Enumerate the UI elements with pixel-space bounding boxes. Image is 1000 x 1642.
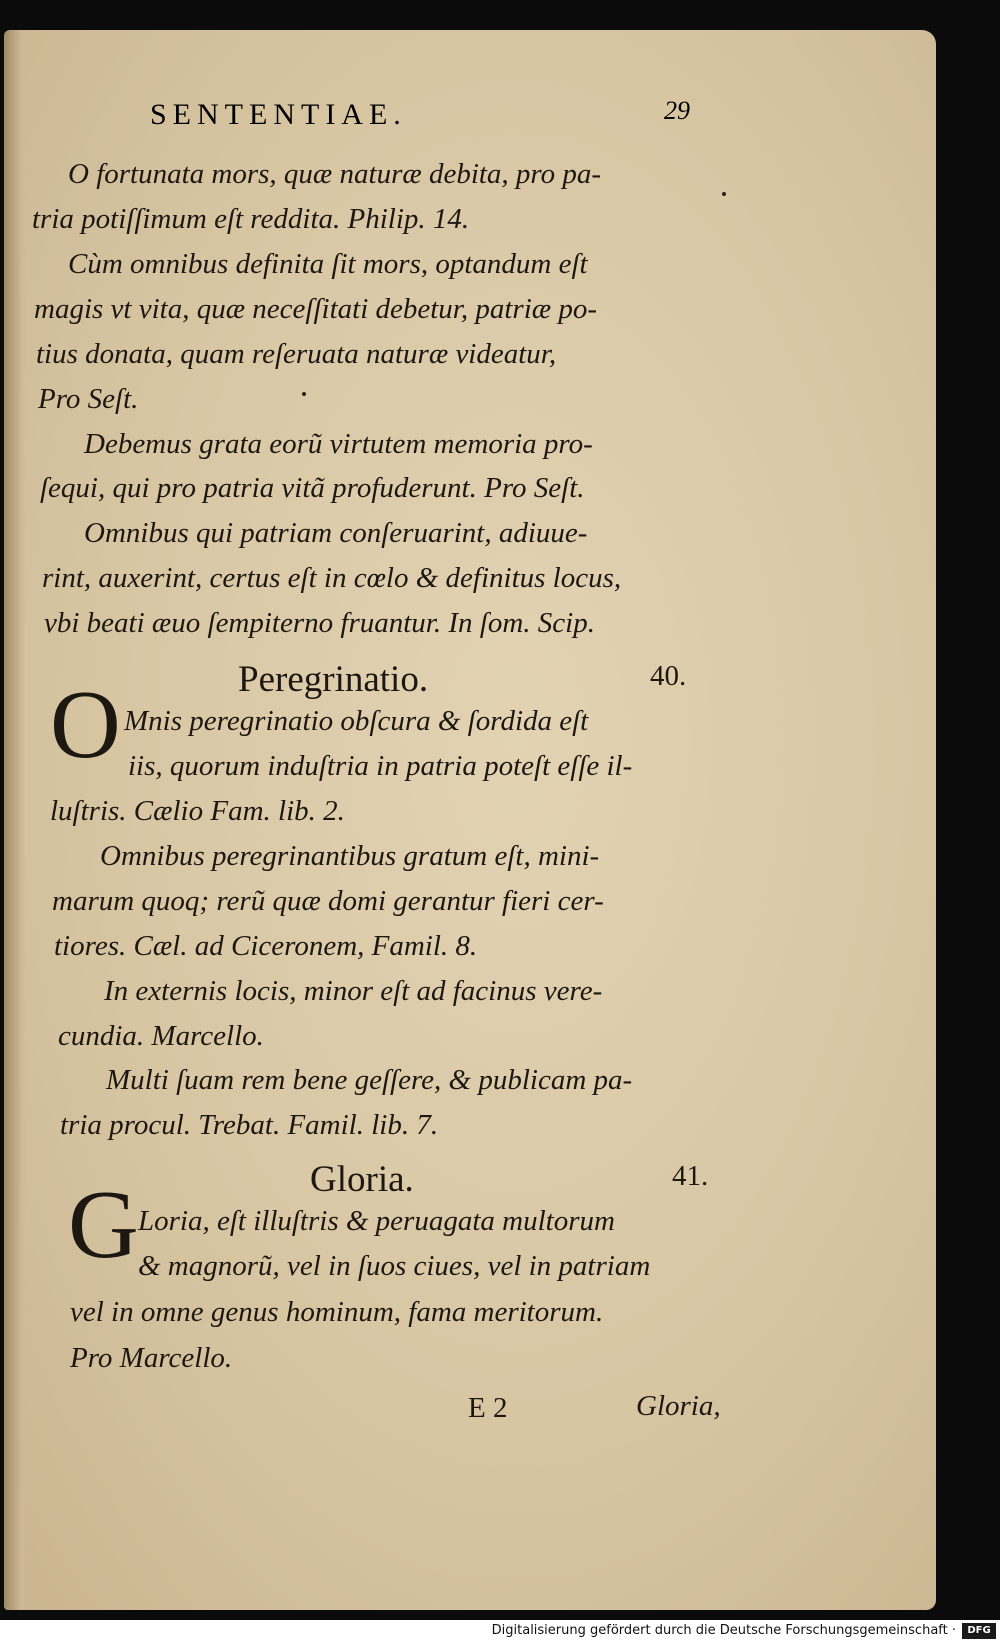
text-line: vel in omne genus hominum, fama meritorum. — [70, 1296, 604, 1328]
section-number: 41. — [672, 1160, 709, 1192]
catchword: Gloria, — [636, 1390, 721, 1422]
text-line: iis, quorum induſtria in patria poteſt eſſe il- — [128, 750, 633, 782]
text-line: cundia. Marcello. — [58, 1020, 264, 1052]
text-line: Pro Marcello. — [70, 1342, 233, 1374]
text-line: Omnibus peregrinantibus gratum eſt, mini- — [100, 840, 600, 872]
running-head-title: SENTENTIAE. — [150, 98, 407, 131]
text-line: & magnorũ, vel in ſuos ciues, vel in patriam — [138, 1250, 651, 1282]
ink-speck — [722, 192, 726, 196]
text-line: Omnibus qui patriam conſeruarint, adiuue- — [84, 517, 588, 549]
text-line: magis vt vita, quæ neceſſitati debetur, patriæ po- — [34, 293, 598, 325]
text-line: vbi beati æuo ſempiterno fruantur. In ſom. Scip. — [44, 607, 595, 639]
section-heading-peregrinatio: Peregrinatio. — [238, 659, 429, 700]
text-line: tiores. Cæl. ad Ciceronem, Famil. 8. — [54, 930, 478, 962]
text-line: tius donata, quam reſeruata naturæ videatur, — [36, 338, 557, 370]
ink-speck — [302, 392, 306, 396]
page-number: 29 — [664, 96, 690, 125]
text-line: In externis locis, minor eſt ad facinus vere- — [104, 975, 603, 1007]
section-heading-gloria: Gloria. — [310, 1159, 414, 1200]
page-edge-shadow — [4, 30, 26, 1610]
text-line: Debemus grata eorũ virtutem memoria pro- — [84, 428, 593, 460]
text-line: ſequi, qui pro patria vitã profuderunt. Pro Seſt. — [40, 472, 585, 504]
running-head — [150, 98, 690, 138]
drop-cap-g: G — [68, 1171, 139, 1279]
text-line: Pro Seſt. — [38, 383, 139, 415]
text-line: rint, auxerint, certus eſt in cœlo & definitus locus, — [42, 562, 622, 594]
dfg-logo-icon: DFG — [962, 1623, 996, 1639]
text-line: O fortunata mors, quæ naturæ debita, pro pa- — [68, 158, 602, 190]
text-line: Cùm omnibus definita ſit mors, optandum eſt — [68, 248, 588, 280]
digitization-footer — [491, 1620, 1000, 1642]
drop-cap-o: O — [50, 671, 121, 779]
text-line: Loria, eſt illuſtris & peruagata multorum — [138, 1205, 615, 1237]
section-number: 40. — [650, 660, 687, 692]
signature-mark: E 2 — [468, 1392, 508, 1424]
footer-text: Digitalisierung gefördert durch die Deutsche Forschungsgemeinschaft · — [491, 1623, 956, 1638]
text-line: Mnis peregrinatio obſcura & ſordida eſt — [124, 705, 589, 737]
text-line: luſtris. Cælio Fam. lib. 2. — [50, 795, 345, 827]
text-line: Multi ſuam rem bene geſſere, & publicam pa- — [106, 1064, 633, 1096]
text-line: tria procul. Trebat. Famil. lib. 7. — [60, 1109, 439, 1141]
text-line: tria potiſſimum eſt reddita. Philip. 14. — [32, 203, 470, 235]
text-line: marum quoq; rerũ quæ domi gerantur fieri cer- — [52, 885, 604, 917]
